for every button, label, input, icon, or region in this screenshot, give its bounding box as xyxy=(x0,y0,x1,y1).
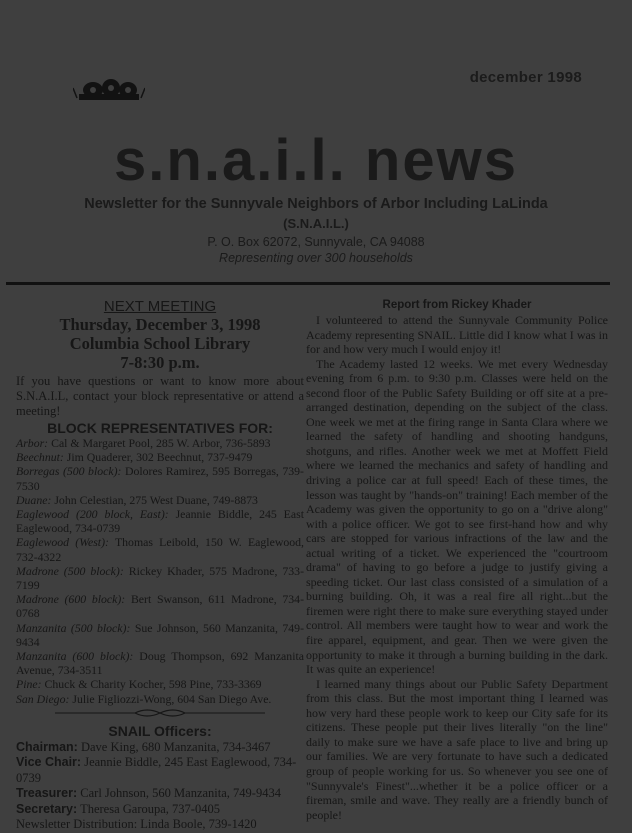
block-rep-item: Borregas (500 block): Dolores Ramirez, 595 Borregas, 739-7530 xyxy=(16,464,304,493)
officer-item: Chairman: Dave King, 680 Manzanita, 734-3467 xyxy=(16,739,271,754)
meeting-time: 7-8:30 p.m. xyxy=(120,353,200,372)
organization-abbreviation: (S.N.A.I.L.) xyxy=(283,216,349,231)
block-reps-list xyxy=(16,436,304,706)
block-rep-item: Pine: Chuck & Charity Kocher, 598 Pine, 733-3369 xyxy=(16,677,262,692)
meeting-place: Columbia School Library xyxy=(69,334,251,353)
newsletter-title: s.n.a.i.l. news xyxy=(114,128,518,193)
issue-date: december 1998 xyxy=(469,69,582,86)
report-paragraph: I learned many things about our Public Safety Department from this class. But the most important thing I learned was how very hard these people work to keep our City safe for its citizens. These people put their lives literally "on the line" daily to make sure we have a safe place to live and bring up our families. We are very fortunate to have such a dedicated group of people working for us. So whenever you see one of "Sunnyvale's Finest"...whether it be a police officer or a fireman, smile and wave. They really are a friendly bunch of people! xyxy=(306,676,608,822)
block-rep-item: Eaglewood (West): Thomas Leibold, 150 W. Eaglewood, 732-4322 xyxy=(16,535,304,564)
block-rep-item: San Diego: Julie Figliozzi-Wong, 604 San Diego Ave. xyxy=(16,691,272,706)
households-tagline: Representing over 300 households xyxy=(219,251,413,265)
snail-logo-icon xyxy=(73,76,145,106)
block-rep-item: Madrone (600 block): Bert Swanson, 611 Madrone, 734-0768 xyxy=(16,592,304,621)
officer-item: Vice Chair: Jeannie Biddle, 245 East Eaglewood, 734-0739 xyxy=(16,755,297,785)
block-rep-item: Manzanita (500 block): Sue Johnson, 560 Manzanita, 749-9434 xyxy=(16,620,304,649)
mailing-address: P. O. Box 62072, Sunnyvale, CA 94088 xyxy=(207,235,425,249)
header-divider xyxy=(6,282,610,285)
left-column xyxy=(16,298,304,833)
block-rep-item: Eaglewood (200 block, East): Jeannie Biddle, 245 East Eaglewood, 734-0739 xyxy=(16,507,304,536)
report-title: Report from Rickey Khader xyxy=(382,299,532,311)
report-paragraph: The Academy lasted 12 weeks. We met every Wednesday evening from 6 p.m. to 9:30 p.m. Classes were held on the second floor of the Public Safety Building or off site at a pre-arranged destination, depending on the subject of the class. One week we met at the firing range in Santa Clara where we learned the safety of handling and shooting handguns, shotguns, and rifles. Another week we met at Moffett Field where we learned the mechanics and safety of handling and driving a police car at full speed! Each of these times, the lesson was taught by "hands-on" training! Each member of the Academy was given the opportunity to go on a "drive along" with a police officer. We got to see first-hand how and why cars are stopped for various infractions of the law and the actual writing of a ticket. We experienced the "courtroom drama" of having to go before a judge to justify giving a speeding ticket. Our last class consisted of a simulation of a burning building. Oh, it was a real fire all right...but the firemen were right there to make sure everything stayed under control. All members were taught how to wear and work the fire apparel, equipment, and gear. Then we were given the opportunity to make it through a burning building in the dark. It was quite an experience! xyxy=(306,356,608,677)
officers-heading: SNAIL Officers: xyxy=(108,722,212,739)
right-column xyxy=(306,298,608,822)
meeting-invite-text: If you have questions or want to know more about S.N.A.I.L, contact your block representative or attend a meeting! xyxy=(16,374,304,418)
block-rep-item: Duane: John Celestian, 275 West Duane, 749-8873 xyxy=(16,492,258,507)
block-rep-item: Arbor: Cal & Margaret Pool, 285 W. Arbor, 736-5893 xyxy=(16,436,271,450)
block-rep-item: Beechnut: Jim Quaderer, 302 Beechnut, 737-9479 xyxy=(16,450,253,465)
report-paragraph: I volunteered to attend the Sunnyvale Community Police Academy representing SNAIL. Little did I know what I was in for and how very much I would enjoy it! xyxy=(306,313,608,357)
ornament-divider-icon xyxy=(55,707,265,719)
officer-item: Treasurer: Carl Johnson, 560 Manzanita, 749-9434 xyxy=(16,786,281,801)
newsletter-subtitle: Newsletter for the Sunnyvale Neighbors of Arbor Including LaLinda xyxy=(84,196,548,212)
next-meeting-heading: NEXT MEETING xyxy=(103,298,217,315)
officer-item: Secretary: Theresa Garoupa, 737-0405 xyxy=(16,801,220,816)
block-rep-item: Manzanita (600 block): Doug Thompson, 692 Manzanita Avenue, 734-3511 xyxy=(16,649,304,678)
meeting-date: Thursday, December 3, 1998 xyxy=(59,315,261,334)
block-rep-item: Madrone (500 block): Rickey Khader, 575 Madrone, 733-7199 xyxy=(16,563,304,593)
officer-item: Newsletter Distribution: Linda Boole, 739-1420 xyxy=(16,817,257,832)
officers-list xyxy=(16,740,304,833)
block-reps-heading: BLOCK REPRESENTATIVES FOR: xyxy=(47,420,273,436)
